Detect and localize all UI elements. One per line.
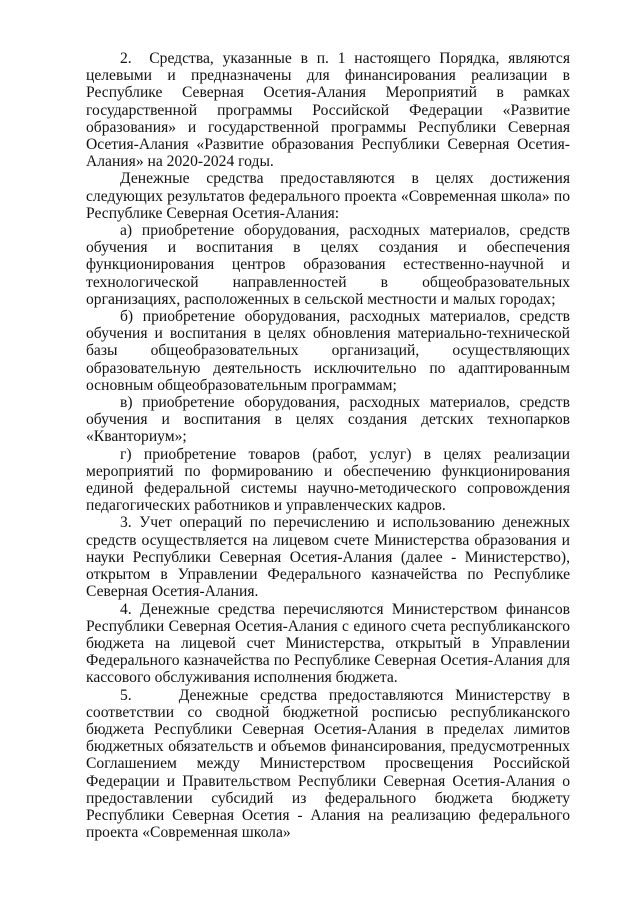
list-item-v: в) приобретение оборудования, расходных материалов, средств обучения и воспитания в целях создания детских технопарков «Кванториум»;	[86, 394, 570, 446]
document-body	[86, 50, 570, 841]
paragraph-results-intro: Денежные средства предоставляются в целях достижения следующих результатов федерального проекта «Современная школа» по Республике Северная Осетия-Алания:	[86, 170, 570, 222]
paragraph-3: 3. Учет операций по перечислению и использованию денежных средств осуществляется на лицевом счете Министерства образования и науки Республики Северная Осетия-Алания (далее - Министерство), открытом в Управлении Федерального казначейства по Республике Северная Осетия-Алания.	[86, 514, 570, 601]
paragraph-5: 5. Денежные средства предоставляются Министерству в соответствии со сводной бюджетной росписью республиканского бюджета Республики Северная Осетия-Алания в пределах лимитов бюджетных обязательств и объемов финансирования, предусмотренных Соглашением между Министерством просвещения Российской Федерации и Правительством Республики Северная Осетия-Алания о предоставлении субсидий из федерального бюджета бюджету Республики Северная Осетия - Алания на реализацию федерального проекта «Современная школа»	[86, 686, 570, 842]
list-item-b: б) приобретение оборудования, расходных материалов, средств обучения и воспитания в целях обновления материально-технической базы общеобразовательных организаций, осуществляющих образовательную деятельность исключительно по адаптированным основным общеобразовательным программам;	[86, 308, 570, 394]
list-item-a: а) приобретение оборудования, расходных материалов, средств обучения и воспитания в целях создания и обеспечения функционирования центров образования естественно-научной и технологической направленностей в общеобразовательных организациях, расположенных в сельской местности и малых городах;	[86, 222, 570, 308]
list-item-g: г) приобретение товаров (работ, услуг) в целях реализации мероприятий по формированию и обеспечению функционирования единой федеральной системы научно-методического сопровождения педагогических работников и управленческих кадров.	[86, 445, 570, 515]
paragraph-4: 4. Денежные средства перечисляются Министерством финансов Республики Северная Осетия-Алания с единого счета республиканского бюджета на лицевой счет Министерства, открытый в Управлении Федерального казначейства по Республике Северная Осетия-Алания для кассового обслуживания исполнения бюджета.	[86, 600, 570, 687]
paragraph-2: 2. Средства, указанные в п. 1 настоящего Порядка, являются целевыми и предназначены для финансирования реализации в Республике Северная Осетия-Алания Мероприятий в рамках государственной программы Российской Федерации «Развитие образования» и государственной программы Республики Северная Осетия-Алания «Развитие образования Республики Северная Осетия-Алания» на 2020-2024 годы.	[86, 50, 570, 171]
